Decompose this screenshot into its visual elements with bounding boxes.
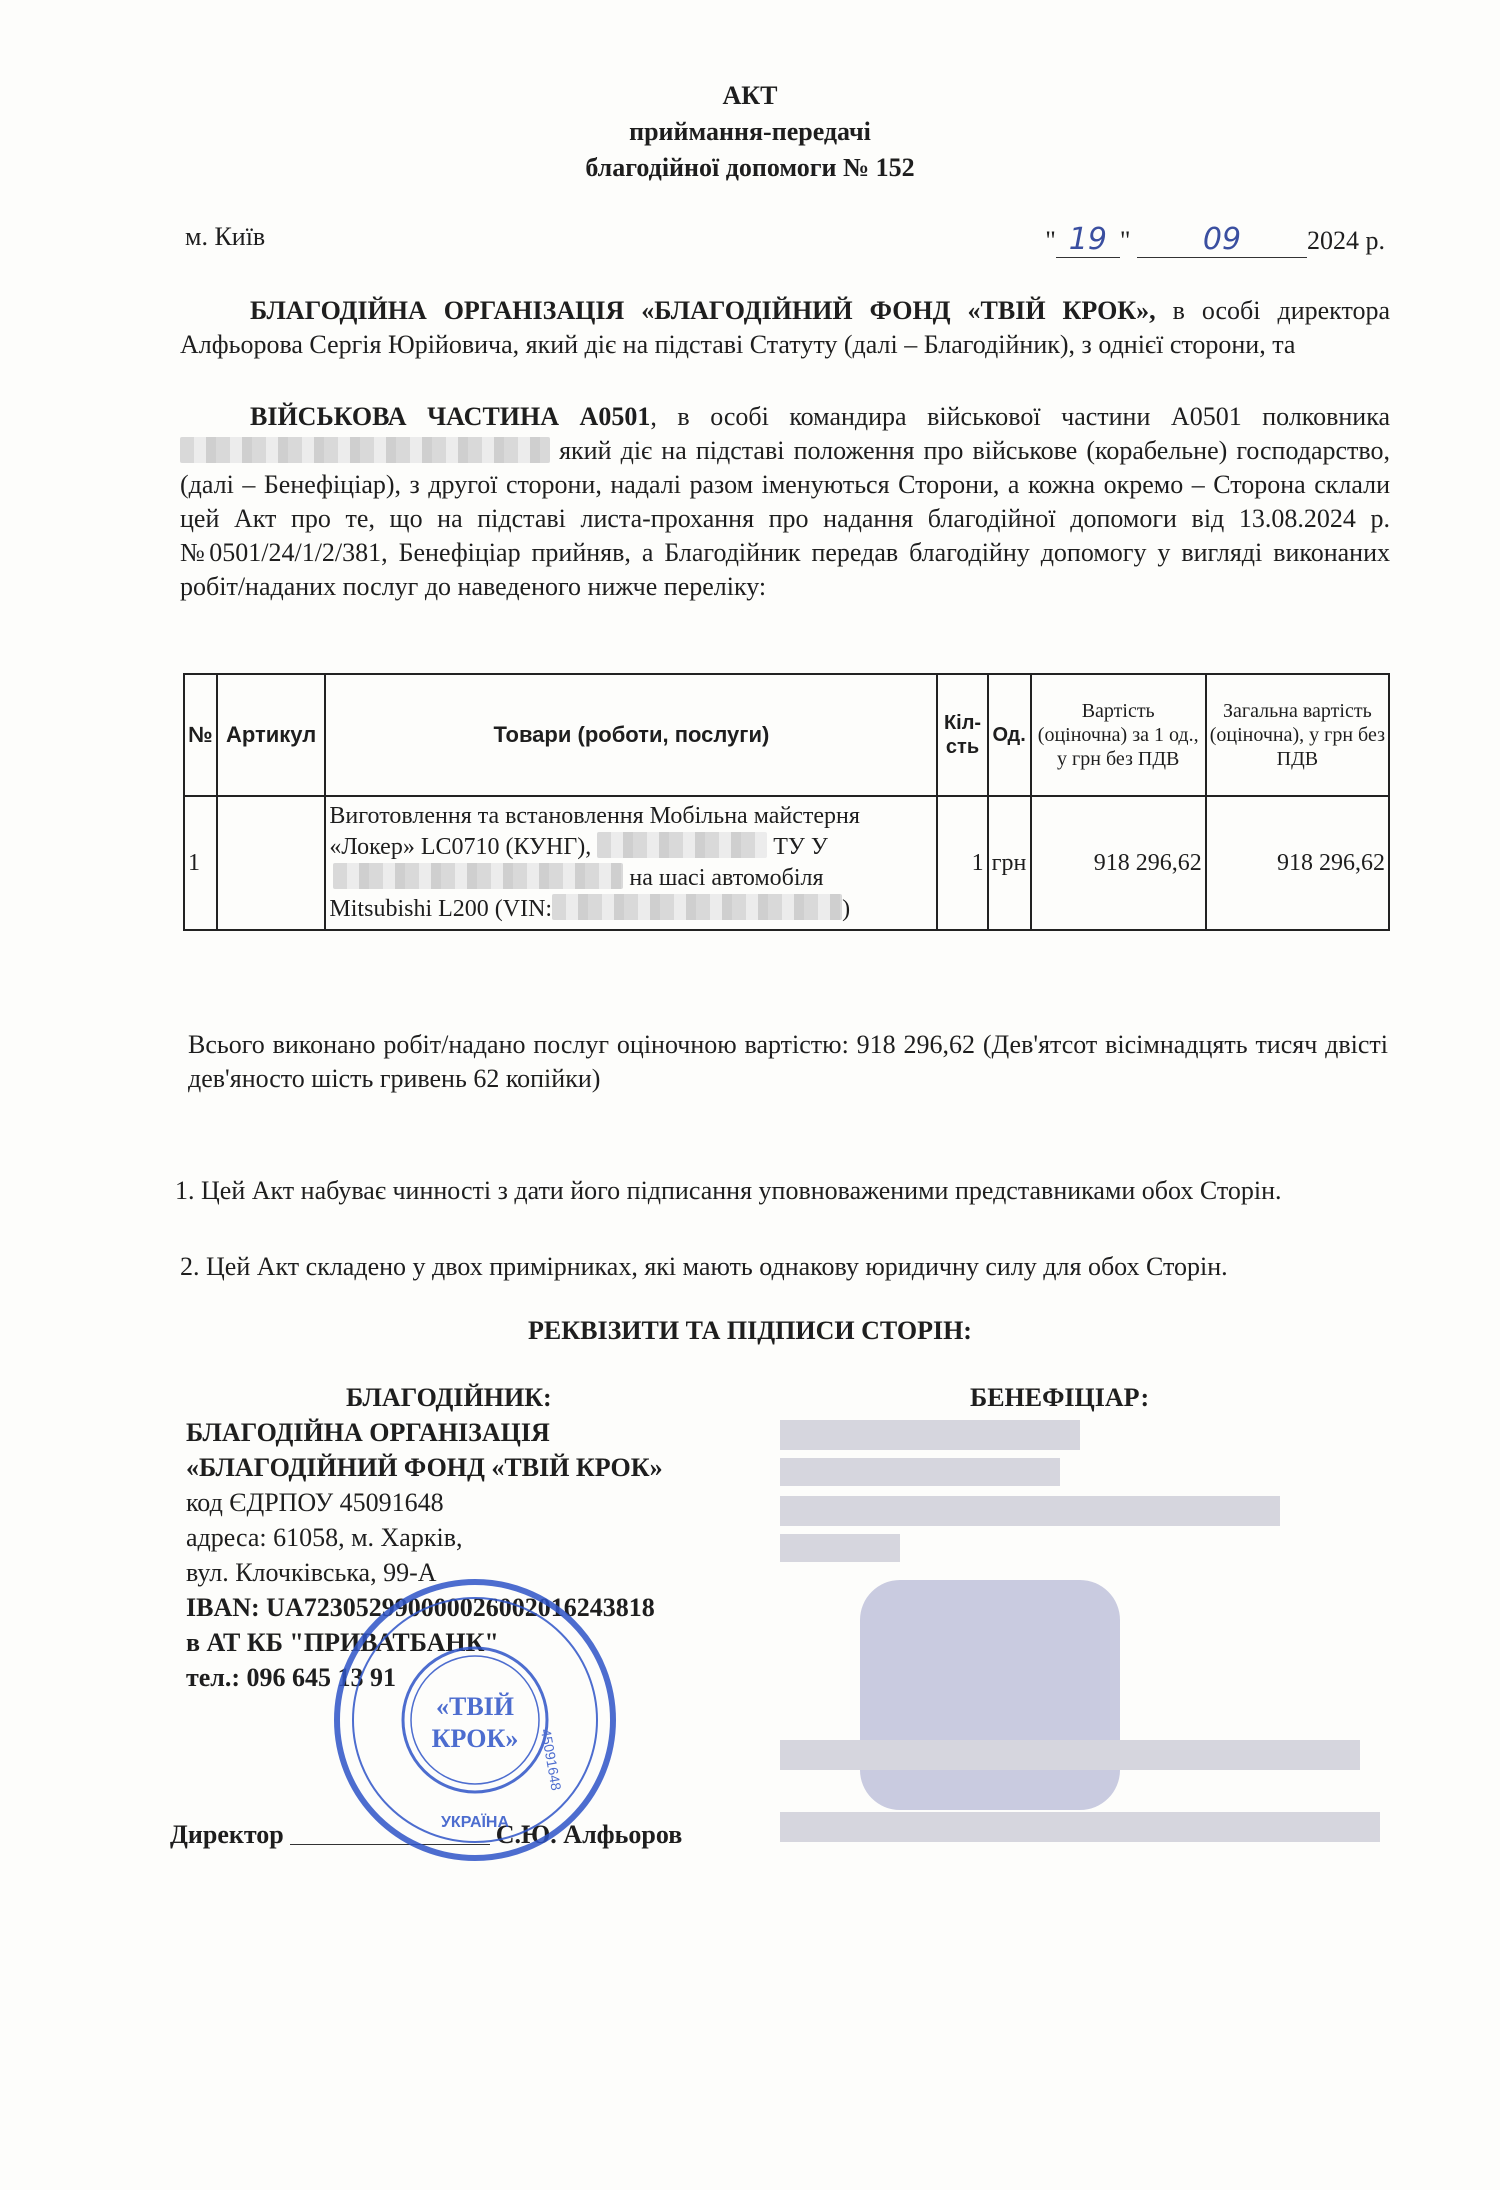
donor-phone: тел.: 096 645 13 91: [186, 1663, 397, 1692]
redacted-beneficiary-signature: [780, 1812, 1380, 1842]
title-act: АКТ: [722, 81, 778, 110]
redacted-beneficiary-line-4: [780, 1534, 900, 1562]
recipient-paragraph: [180, 400, 1390, 604]
place-date-row: [185, 222, 1385, 262]
desc-part-4: Mitsubishi L200 (VIN:: [329, 896, 553, 922]
col-header-no: №: [184, 674, 217, 796]
redacted-beneficiary-line-2: [780, 1458, 1060, 1486]
date-quote-open: ": [1045, 226, 1056, 255]
donor-address-2: вул. Клочківська, 99-А: [186, 1558, 437, 1587]
col-header-unit-price: Вартість (оціночна) за 1 од., у грн без ПДВ: [1031, 674, 1206, 796]
stamp-code: 45091648: [537, 1727, 565, 1792]
items-table: [183, 673, 1390, 931]
redacted-commander-name: [180, 437, 550, 463]
organization-stamp: [330, 1575, 620, 1865]
recipient-text-1: , в особі командира військової частини А0501 полковника: [650, 402, 1390, 431]
stamp-country: УКРАЇНА: [440, 1814, 510, 1831]
col-header-qty: Кіл-сть: [937, 674, 987, 796]
table-row: [184, 796, 1389, 930]
donor-org-name: БЛАГОДІЙНА ОРГАНІЗАЦІЯ «БЛАГОДІЙНИЙ ФОНД «ТВІЙ КРОК»,: [250, 296, 1156, 325]
donor-name-2: «БЛАГОДІЙНИЙ ФОНД «ТВІЙ КРОК»: [186, 1453, 663, 1482]
desc-part-2: ТУ У: [773, 834, 828, 860]
city: м. Київ: [185, 222, 266, 251]
date-quote-mid: ": [1119, 226, 1131, 255]
donor-paragraph: [180, 294, 1390, 362]
redacted-spec: [597, 832, 767, 858]
donor-heading: БЛАГОДІЙНИК:: [346, 1383, 552, 1412]
col-header-goods: Товари (роботи, послуги): [325, 674, 937, 796]
col-header-total: Загальна вартість (оціночна), у грн без ПДВ: [1206, 674, 1389, 796]
beneficiary-requisites: [760, 1380, 1400, 1415]
clause-1: 1. Цей Акт набуває чинності з дати його підписання уповноваженими представниками обох Сторін.: [175, 1176, 1282, 1205]
redacted-beneficiary-line-5: [780, 1740, 1360, 1770]
donor-bank: в АТ КБ "ПРИВАТБАНК": [186, 1628, 499, 1657]
signature-name: С.Ю. Алфьоров: [495, 1820, 683, 1849]
signature-role: Директор: [170, 1820, 284, 1849]
total-amount-text: Всього виконано робіт/надано послуг оціночною вартістю: 918 296,62 (Дев'ятсот вісімнадцять тисяч двісті дев'яносто шість гривень 62 копійки): [188, 1030, 1388, 1093]
col-header-sku: Артикул: [217, 674, 326, 796]
recipient-text-2: який діє на підставі положення про військове (корабельне) господарство, (далі – Бенефіціар), з другої сторони, надалі разом іменуються Сторони, а кожна окремо – Сторона склали цей Акт про те, що на підставі листа-прохання про надання благодійної допомоги від 13.08.2024 р. №0501/24/1/2/381, Бенефіціар прийняв, а Благодійник передав благодійну допомогу у вигляді виконаних робіт/наданих послуг до наведеного нижче переліку:: [180, 436, 1390, 601]
stamp-text-1: «ТВІЙ: [435, 1692, 515, 1721]
date-day: 19: [1068, 222, 1107, 257]
redacted-beneficiary-line-3: [780, 1496, 1280, 1526]
redacted-model: [333, 863, 623, 889]
donor-iban: IBAN: UA723052990000026002016243818: [186, 1593, 655, 1622]
clause-2: 2. Цей Акт складено у двох примірниках, які мають однакову юридичну силу для обох Сторін.: [180, 1252, 1228, 1281]
redacted-beneficiary-stamp: [860, 1580, 1120, 1810]
document-title: [0, 78, 1500, 186]
cell-description: [325, 796, 937, 930]
title-number: благодійної допомоги № 152: [585, 153, 915, 182]
beneficiary-heading: БЕНЕФІЦІАР:: [970, 1383, 1150, 1412]
cell-unit: грн: [988, 796, 1031, 930]
desc-part-5: ): [842, 896, 851, 922]
cell-sku: [217, 796, 326, 930]
table-header-row: [184, 674, 1389, 796]
date-month: 09: [1202, 222, 1242, 257]
col-header-unit: Од.: [988, 674, 1031, 796]
desc-part-3: на шасі автомобіля: [629, 865, 824, 891]
date-year: 2024 р.: [1307, 226, 1385, 255]
redacted-vin: [552, 894, 842, 920]
donor-name-1: БЛАГОДІЙНА ОРГАНІЗАЦІЯ: [186, 1418, 550, 1447]
redacted-beneficiary-line-1: [780, 1420, 1080, 1450]
cell-no: 1: [184, 796, 217, 930]
stamp-text-2: КРОК»: [431, 1724, 519, 1753]
cell-total: 918 296,62: [1206, 796, 1389, 930]
desc-part-1: Виготовлення та встановлення Мобільна майстерня «Локер» LC0710 (КУНГ),: [329, 803, 860, 860]
donor-address-1: адреса: 61058, м. Харків,: [186, 1523, 463, 1552]
requisites-title: РЕКВІЗИТИ ТА ПІДПИСИ СТОРІН:: [528, 1316, 972, 1345]
cell-unit-price: 918 296,62: [1031, 796, 1206, 930]
title-subtitle: приймання-передачі: [629, 117, 871, 146]
donor-paragraph-text: в особі директора Алфьорова Сергія Юрійовича, який діє на підставі Статуту (далі – Благодійник), з однієї сторони, та: [180, 296, 1391, 359]
recipient-name: ВІЙСЬКОВА ЧАСТИНА А0501: [250, 402, 651, 431]
document-date: [1045, 222, 1385, 258]
cell-qty: 1: [937, 796, 987, 930]
donor-code: код ЄДРПОУ 45091648: [186, 1488, 444, 1517]
